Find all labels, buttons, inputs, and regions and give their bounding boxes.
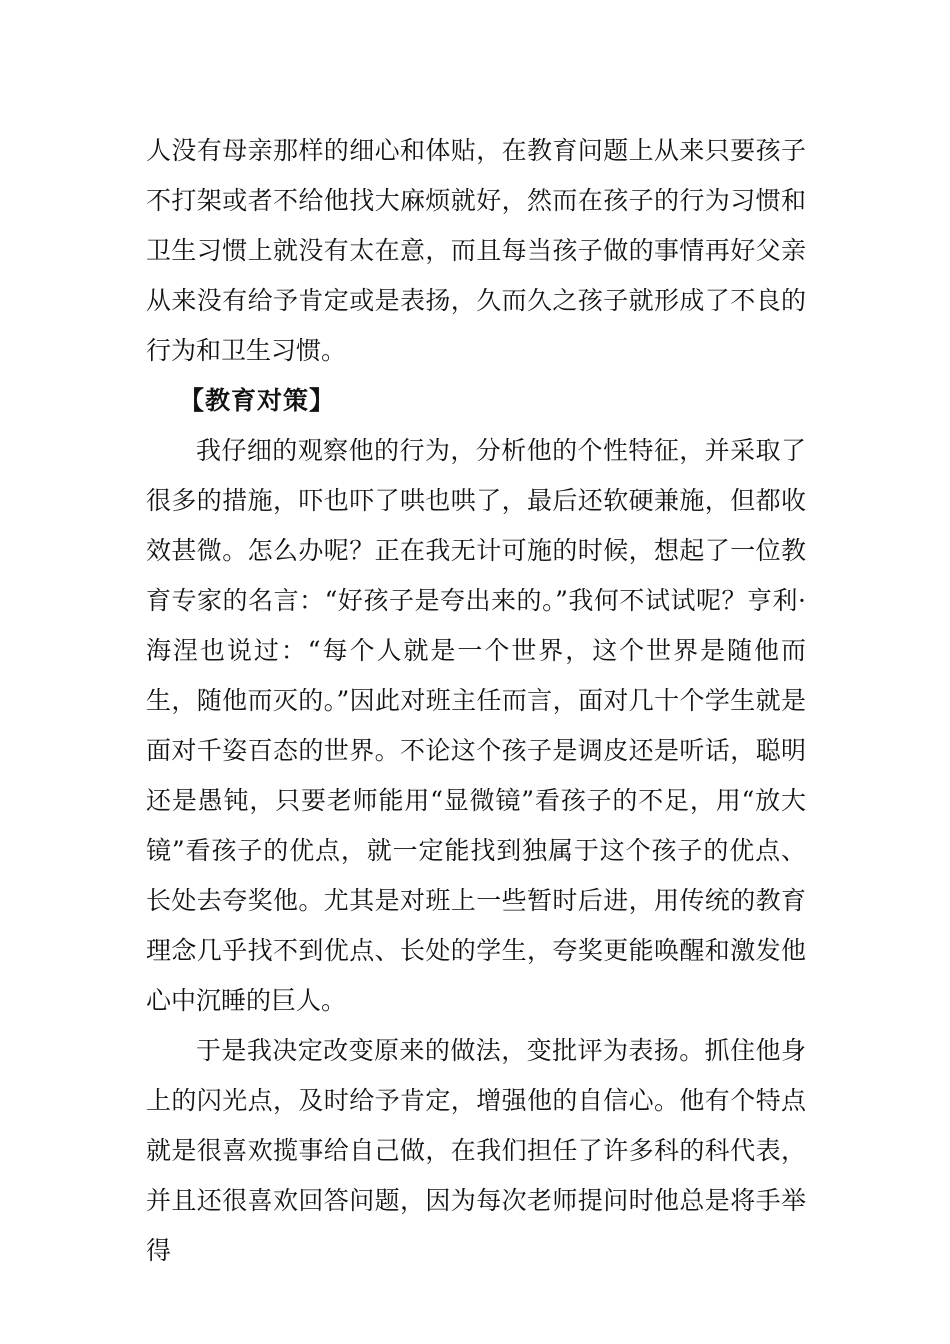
paragraph-continuation: 人没有母亲那样的细心和体贴，在教育问题上从来只要孩子不打架或者不给他找大麻烦就好，然而在孩子的行为习惯和卫生习惯上就没有太在意，而且每当孩子做的事情再好父亲从来没有给予肯定或是表扬，久而久之孩子就形成了不良的行为和卫生习惯。 (146, 136, 806, 365)
paragraph-observation: 我仔细的观察他的行为，分析他的个性特征，并采取了很多的措施，吓也吓了哄也哄了，最后还软硬兼施，但都收效甚微。怎么办呢？正在我无计可施的时候，想起了一位教育专家的名言：“好孩子是夸出来的。”我何不试试呢？亨利·海涅也说过：“每个人就是一个世界，这个世界是随他而生，随他而灭的。”因此对班主任而言，面对几十个学生就是面对千姿百态的世界。不论这个孩子是调皮还是听话，聪明还是愚钝，只要老师能用“显微镜”看孩子的不足，用“放大镜”看孩子的优点，就一定能找到独属于这个孩子的优点、长处去夸奖他。尤其是对班上一些暂时后进，用传统的教育理念几乎找不到优点、长处的学生，夸奖更能唤醒和激发他心中沉睡的巨人。 (146, 436, 806, 1015)
paragraph-decision: 于是我决定改变原来的做法，变批评为表扬。抓住他身上的闪光点，及时给予肯定，增强他的自信心。他有个特点就是很喜欢揽事给自己做，在我们担任了许多科的科代表，并且还很喜欢回答问题，因为每次老师提问时他总是将手举得 (146, 1036, 806, 1265)
document-body (146, 126, 806, 1276)
section-heading-education-strategy: 【教育对策】 (179, 386, 336, 415)
